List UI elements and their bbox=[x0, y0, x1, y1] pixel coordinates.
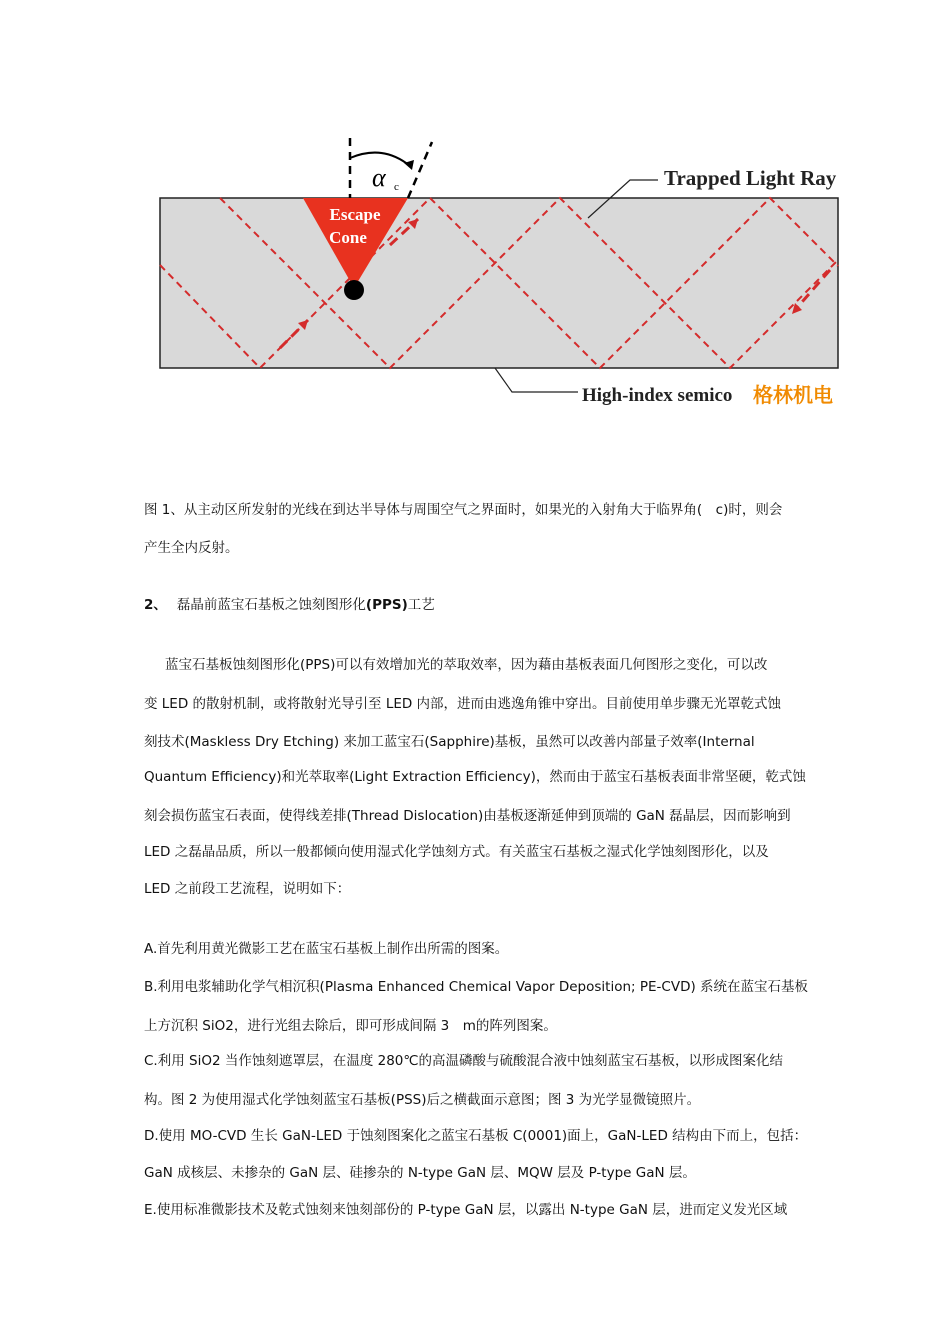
step-line: GaN 成核层、未掺杂的 GaN 层、硅掺杂的 N-type GaN 层、MQW 层及 P-type GaN 层。 bbox=[144, 1165, 696, 1181]
section-title-suffix: 工艺 bbox=[407, 597, 435, 613]
body-line: LED 之磊晶品质，所以一般都倾向使用湿式化学蚀刻方式。有关蓝宝石基板之湿式化学蚀刻图形化，以及 bbox=[144, 844, 769, 860]
step-line: D.使用 MO-CVD 生长 GaN-LED 于蚀刻图案化之蓝宝石基板 C(0001)面上，GaN-LED 结构由下而上，包括： bbox=[144, 1128, 808, 1144]
trapped-light-label: Trapped Light Ray bbox=[664, 166, 837, 190]
section-number: 2、 bbox=[144, 597, 167, 613]
step-line: E.使用标准微影技术及乾式蚀刻来蚀刻部份的 P-type GaN 层，以露出 N-type GaN 层，进而定义发光区域 bbox=[144, 1202, 788, 1218]
step-line: B.利用电浆辅助化学气相沉积(Plasma Enhanced Chemical Vapor Deposition; PE-CVD) 系统在蓝宝石基板 bbox=[144, 979, 809, 995]
section-title-abbr: (PPS) bbox=[365, 597, 408, 613]
body-line: 刻会损伤蓝宝石表面，使得线差排(Thread Dislocation)由基板逐渐延伸到顶端的 GaN 磊晶层，因而影响到 bbox=[144, 808, 791, 824]
figure-caption-line-2: 产生全内反射。 bbox=[144, 540, 239, 556]
escape-cone-label-2: Cone bbox=[329, 228, 367, 247]
body-line: 刻技术(Maskless Dry Etching) 来加工蓝宝石(Sapphire)基板，虽然可以改善内部量子效率(Internal bbox=[144, 734, 755, 750]
body-line: 蓝宝石基板蚀刻图形化(PPS)可以有效增加光的萃取效率，因为藉由基板表面几何图形之变化，可以改 bbox=[165, 657, 768, 673]
semiconductor-slab bbox=[160, 198, 838, 368]
emission-point bbox=[344, 280, 364, 300]
critical-angle-symbol: α bbox=[372, 163, 386, 192]
critical-angle-line bbox=[408, 142, 432, 198]
section-title: 磊晶前蓝宝石基板之蚀刻图形化 bbox=[176, 597, 366, 613]
escape-cone-label-1: Escape bbox=[329, 205, 381, 224]
semiconductor-label: High-index semico bbox=[582, 385, 733, 406]
critical-angle-subscript: c bbox=[394, 181, 399, 193]
step-line: 上方沉积 SiO2，进行光组去除后，即可形成间隔 3 m的阵列图案。 bbox=[144, 1018, 557, 1034]
watermark-logo: 格林机电 bbox=[753, 383, 833, 407]
diagram-svg bbox=[150, 130, 870, 420]
semiconductor-leader-line bbox=[495, 368, 578, 392]
step-line: A.首先利用黄光微影工艺在蓝宝石基板上制作出所需的图案。 bbox=[144, 941, 509, 957]
figure-escape-cone-diagram bbox=[150, 130, 870, 420]
step-line: C.利用 SiO2 当作蚀刻遮罩层，在温度 280℃的高温磷酸与硫酸混合液中蚀刻蓝宝石基板，以形成图案化结 bbox=[144, 1053, 784, 1069]
section-heading bbox=[144, 593, 814, 613]
body-line: Quantum Efficiency)和光萃取率(Light Extraction Efficiency)，然而由于蓝宝石基板表面非常坚硬，乾式蚀 bbox=[144, 769, 806, 785]
figure-caption-line-1: 图 1、从主动区所发射的光线在到达半导体与周围空气之界面时，如果光的入射角大于临界角( c)时，则会 bbox=[144, 502, 783, 518]
step-line: 构。图 2 为使用湿式化学蚀刻蓝宝石基板(PSS)后之横截面示意图；图 3 为光学显微镜照片。 bbox=[144, 1092, 701, 1108]
body-line: 变 LED 的散射机制，或将散射光导引至 LED 内部，进而由逃逸角锥中穿出。目前使用单步骤无光罩乾式蚀 bbox=[144, 696, 782, 712]
body-line: LED 之前段工艺流程，说明如下： bbox=[144, 881, 351, 897]
